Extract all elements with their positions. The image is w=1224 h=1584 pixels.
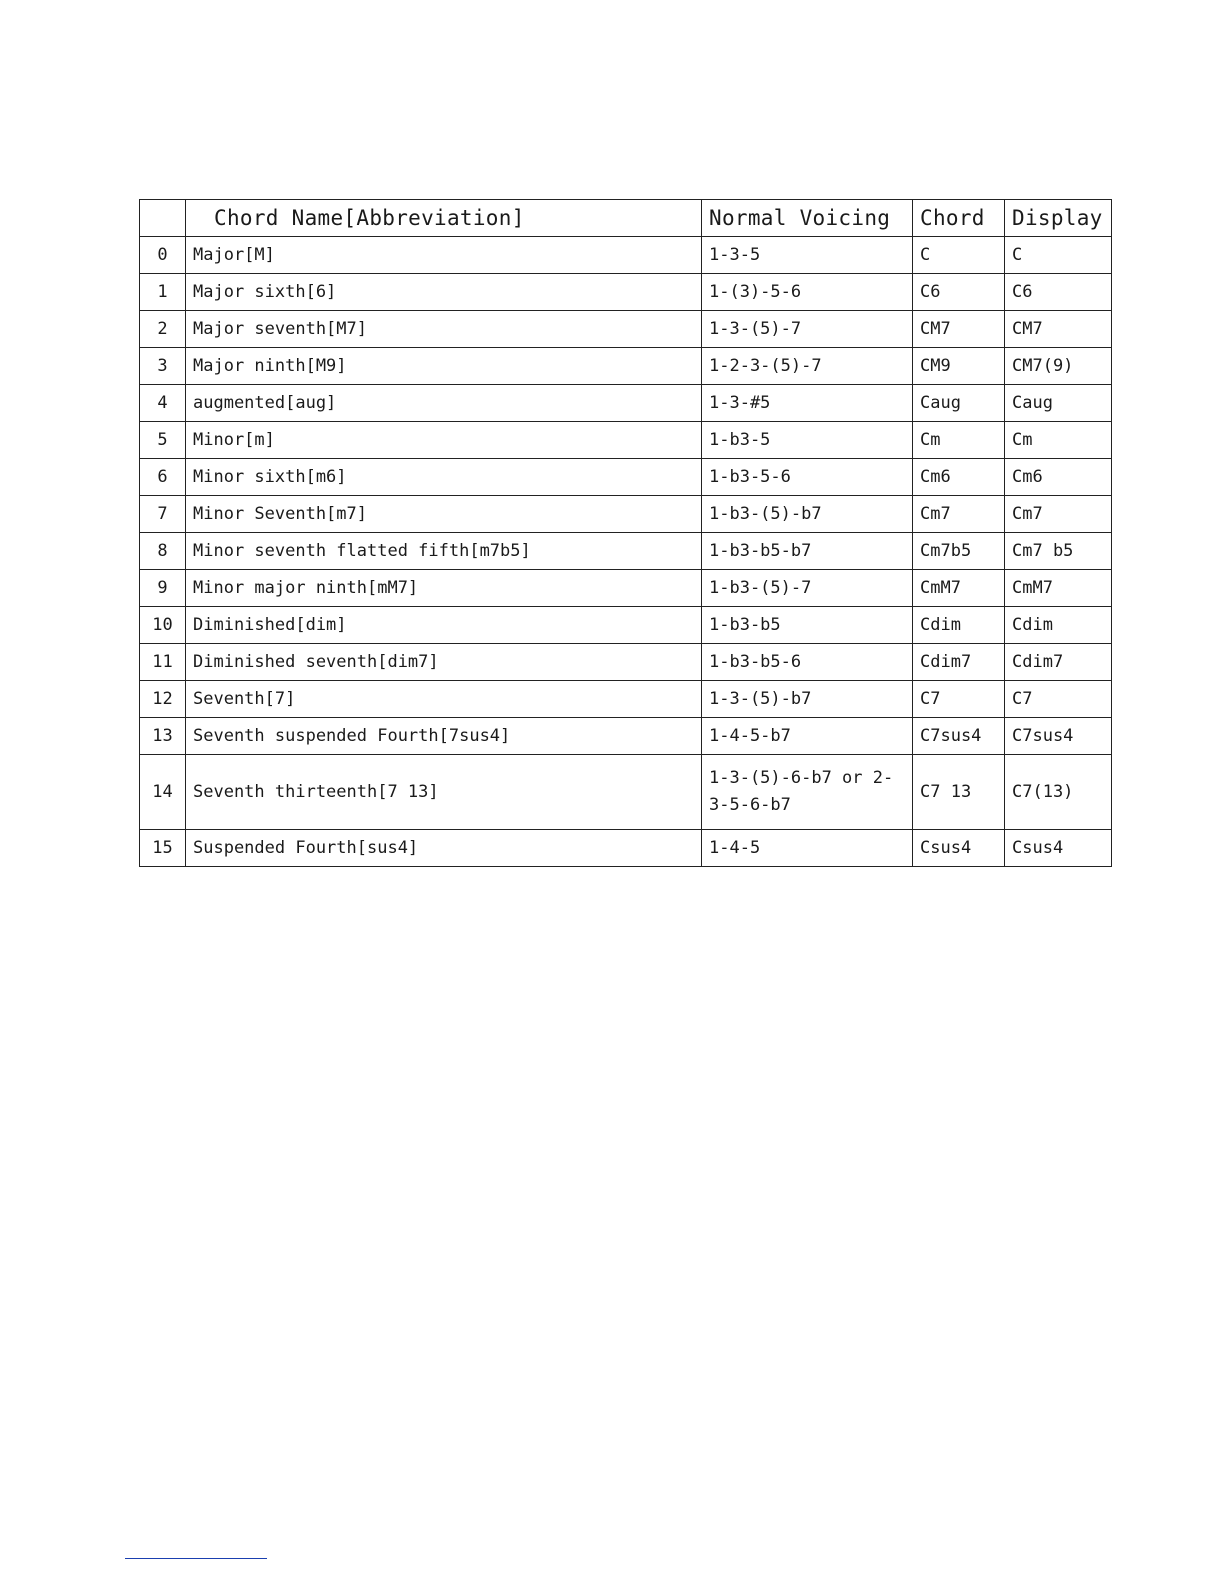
row-chord-name: Diminished[dim] — [186, 607, 702, 644]
table-header-row — [140, 200, 1112, 237]
row-chord: C — [913, 237, 1005, 274]
table-row — [140, 459, 1112, 496]
row-chord: Cdim — [913, 607, 1005, 644]
table-row — [140, 274, 1112, 311]
table-row — [140, 385, 1112, 422]
row-display: CM7 — [1005, 311, 1112, 348]
chord-table — [139, 199, 1112, 867]
row-voicing: 1-3-(5)-7 — [702, 311, 913, 348]
row-chord-name: Major ninth[M9] — [186, 348, 702, 385]
row-display: Caug — [1005, 385, 1112, 422]
row-voicing: 1-b3-b5 — [702, 607, 913, 644]
row-index: 7 — [140, 496, 186, 533]
table-row — [140, 533, 1112, 570]
row-voicing: 1-b3-b5-b7 — [702, 533, 913, 570]
row-display: Cm7 — [1005, 496, 1112, 533]
row-chord-name: Seventh thirteenth[7 13] — [186, 755, 702, 830]
row-chord: C7 13 — [913, 755, 1005, 830]
row-chord: C7 — [913, 681, 1005, 718]
row-chord-name: Suspended Fourth[sus4] — [186, 830, 702, 867]
row-index: 12 — [140, 681, 186, 718]
table-row — [140, 311, 1112, 348]
row-chord-name: Minor major ninth[mM7] — [186, 570, 702, 607]
table-row — [140, 348, 1112, 385]
row-chord: C7sus4 — [913, 718, 1005, 755]
row-voicing: 1-3-(5)-b7 — [702, 681, 913, 718]
table-row — [140, 607, 1112, 644]
header-display: Display — [1005, 200, 1112, 237]
row-index: 11 — [140, 644, 186, 681]
row-index: 9 — [140, 570, 186, 607]
row-chord: CmM7 — [913, 570, 1005, 607]
row-chord: Cm7b5 — [913, 533, 1005, 570]
row-chord-name: Seventh suspended Fourth[7sus4] — [186, 718, 702, 755]
row-index: 6 — [140, 459, 186, 496]
row-chord-name: Diminished seventh[dim7] — [186, 644, 702, 681]
row-index: 10 — [140, 607, 186, 644]
row-display: C7(13) — [1005, 755, 1112, 830]
header-normal-voicing: Normal Voicing — [702, 200, 913, 237]
row-index: 14 — [140, 755, 186, 830]
row-display: CM7(9) — [1005, 348, 1112, 385]
table-row — [140, 496, 1112, 533]
row-index: 1 — [140, 274, 186, 311]
row-chord: CM7 — [913, 311, 1005, 348]
row-chord: Csus4 — [913, 830, 1005, 867]
row-voicing: 1-b3-(5)-b7 — [702, 496, 913, 533]
row-voicing: 1-3-(5)-6-b7 or 2-3-5-6-b7 — [702, 755, 913, 830]
row-display: C — [1005, 237, 1112, 274]
row-voicing: 1-b3-(5)-7 — [702, 570, 913, 607]
row-display: Cdim7 — [1005, 644, 1112, 681]
row-display: CmM7 — [1005, 570, 1112, 607]
row-voicing: 1-4-5-b7 — [702, 718, 913, 755]
row-voicing: 1-b3-5 — [702, 422, 913, 459]
row-chord-name: Major sixth[6] — [186, 274, 702, 311]
row-index: 5 — [140, 422, 186, 459]
row-voicing: 1-b3-5-6 — [702, 459, 913, 496]
row-display: C7sus4 — [1005, 718, 1112, 755]
row-chord: Cm7 — [913, 496, 1005, 533]
table-row — [140, 644, 1112, 681]
row-display: Csus4 — [1005, 830, 1112, 867]
row-index: 4 — [140, 385, 186, 422]
row-chord-name: augmented[aug] — [186, 385, 702, 422]
row-chord: Caug — [913, 385, 1005, 422]
row-index: 8 — [140, 533, 186, 570]
row-display: C7 — [1005, 681, 1112, 718]
row-voicing: 1-b3-b5-6 — [702, 644, 913, 681]
header-chord: Chord — [913, 200, 1005, 237]
table-row — [140, 237, 1112, 274]
header-chord-name: Chord Name[Abbreviation] — [186, 200, 702, 237]
row-chord-name: Major seventh[M7] — [186, 311, 702, 348]
row-voicing: 1-3-5 — [702, 237, 913, 274]
row-index: 13 — [140, 718, 186, 755]
row-voicing: 1-3-#5 — [702, 385, 913, 422]
table-row — [140, 755, 1112, 830]
table-row — [140, 718, 1112, 755]
row-chord-name: Minor[m] — [186, 422, 702, 459]
row-chord: Cm — [913, 422, 1005, 459]
row-index: 15 — [140, 830, 186, 867]
row-chord: Cm6 — [913, 459, 1005, 496]
row-voicing: 1-2-3-(5)-7 — [702, 348, 913, 385]
row-chord-name: Minor seventh flatted fifth[m7b5] — [186, 533, 702, 570]
row-chord-name: Seventh[7] — [186, 681, 702, 718]
row-display: C6 — [1005, 274, 1112, 311]
row-voicing: 1-(3)-5-6 — [702, 274, 913, 311]
row-index: 0 — [140, 237, 186, 274]
header-index — [140, 200, 186, 237]
table-row — [140, 681, 1112, 718]
row-chord-name: Major[M] — [186, 237, 702, 274]
row-chord: C6 — [913, 274, 1005, 311]
row-display: Cdim — [1005, 607, 1112, 644]
row-display: Cm7 b5 — [1005, 533, 1112, 570]
row-chord-name: Minor Seventh[m7] — [186, 496, 702, 533]
row-index: 2 — [140, 311, 186, 348]
row-chord: CM9 — [913, 348, 1005, 385]
row-index: 3 — [140, 348, 186, 385]
row-chord-name: Minor sixth[m6] — [186, 459, 702, 496]
table-row — [140, 422, 1112, 459]
table-row — [140, 570, 1112, 607]
row-chord: Cdim7 — [913, 644, 1005, 681]
table-row — [140, 830, 1112, 867]
row-display: Cm — [1005, 422, 1112, 459]
row-display: Cm6 — [1005, 459, 1112, 496]
row-voicing: 1-4-5 — [702, 830, 913, 867]
footnote-divider — [125, 1558, 267, 1559]
